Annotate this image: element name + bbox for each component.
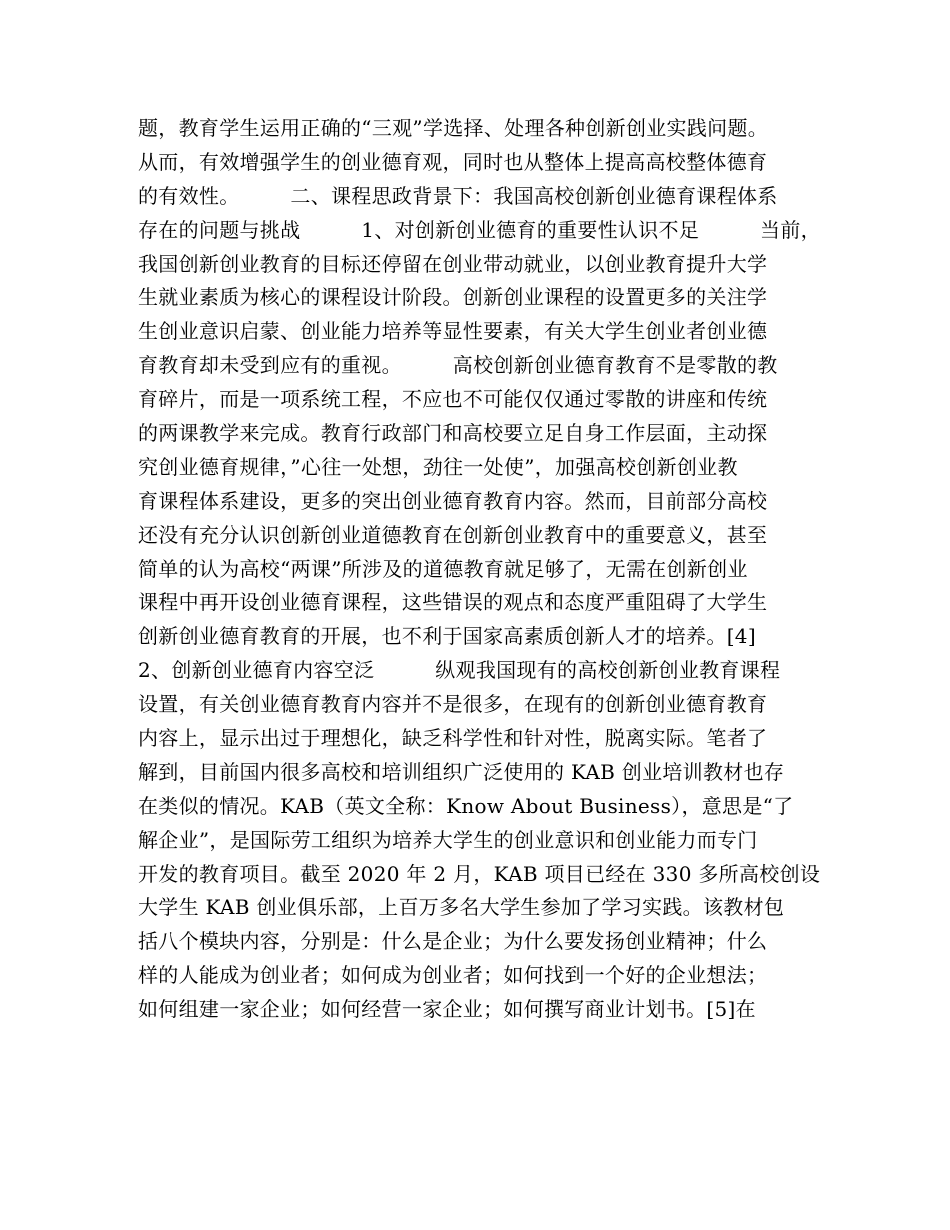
text-line: 生就业素质为核心的课程设计阶段。创新创业课程的设置更多的关注学 [138, 285, 768, 310]
body-text [138, 112, 828, 1027]
text-line: 内容上，显示出过于理想化，缺乏科学性和针对性，脱离实际。笔者了 [138, 726, 768, 751]
text-line: 括八个模块内容，分别是：什么是企业；为什么要发扬创业精神；什么 [138, 929, 768, 954]
text-line: 的两课教学来完成。教育行政部门和高校要立足自身工作层面，主动探 [138, 421, 768, 446]
text-line: 还没有充分认识创新创业道德教育在创新创业教育中的重要意义，甚至 [138, 522, 768, 547]
text-line: 的有效性。 二、课程思政背景下：我国高校创新创业德育课程体系 [138, 183, 778, 208]
text-line: 如何组建一家企业；如何经营一家企业；如何撰写商业计划书。[5]在 [138, 997, 756, 1022]
text-line: 大学生 KAB 创业俱乐部，上百万多名大学生参加了学习实践。该教材包 [138, 895, 785, 920]
text-line: 简单的认为高校“两课”所涉及的道德教育就足够了，无需在创新创业 [138, 556, 748, 581]
text-line: 解到，目前国内很多高校和培训组织广泛使用的 KAB 创业培训教材也存 [138, 759, 785, 784]
text-line: 在类似的情况。KAB（英文全称：Know About Business），意思是“了 [138, 793, 794, 818]
text-line: 存在的问题与挑战 1、对创新创业德育的重要性认识不足 当前， [138, 217, 821, 242]
text-line: 创新创业德育教育的开展，也不利于国家高素质创新人才的培养。[4] [138, 624, 756, 649]
text-line: 开发的教育项目。截至 2020 年 2 月，KAB 项目已经在 330 多所高校创设 [138, 861, 821, 886]
text-line: 生创业意识启蒙、创业能力培养等显性要素，有关大学生创业者创业德 [138, 319, 768, 344]
text-line: 2、创新创业德育内容空泛 纵观我国现有的高校创新创业教育课程 [138, 658, 781, 683]
text-line: 育教育却未受到应有的重视。 高校创新创业德育教育不是零散的教 [138, 353, 778, 378]
text-line: 我国创新创业教育的目标还停留在创业带动就业，以创业教育提升大学 [138, 251, 768, 276]
text-line: 课程中再开设创业德育课程，这些错误的观点和态度严重阻碍了大学生 [138, 590, 768, 615]
text-line: 育课程体系建设，更多的突出创业德育教育内容。然而，目前部分高校 [138, 488, 768, 513]
text-line: 育碎片，而是一项系统工程，不应也不可能仅仅通过零散的讲座和传统 [138, 387, 768, 412]
text-line: 究创业德育规律，”心往一处想，劲往一处使”，加强高校创新创业教 [138, 454, 738, 479]
text-line: 解企业”，是国际劳工组织为培养大学生的创业意识和创业能力而专门 [138, 827, 758, 852]
text-line: 从而，有效增强学生的创业德育观，同时也从整体上提高高校整体德育 [138, 149, 768, 174]
text-line: 样的人能成为创业者；如何成为创业者；如何找到一个好的企业想法； [138, 963, 768, 988]
text-line: 题，教育学生运用正确的“三观”学选择、处理各种创新创业实践问题。 [138, 116, 769, 140]
text-line: 设置，有关创业德育教育内容并不是很多，在现有的创新创业德育教育 [138, 692, 768, 717]
